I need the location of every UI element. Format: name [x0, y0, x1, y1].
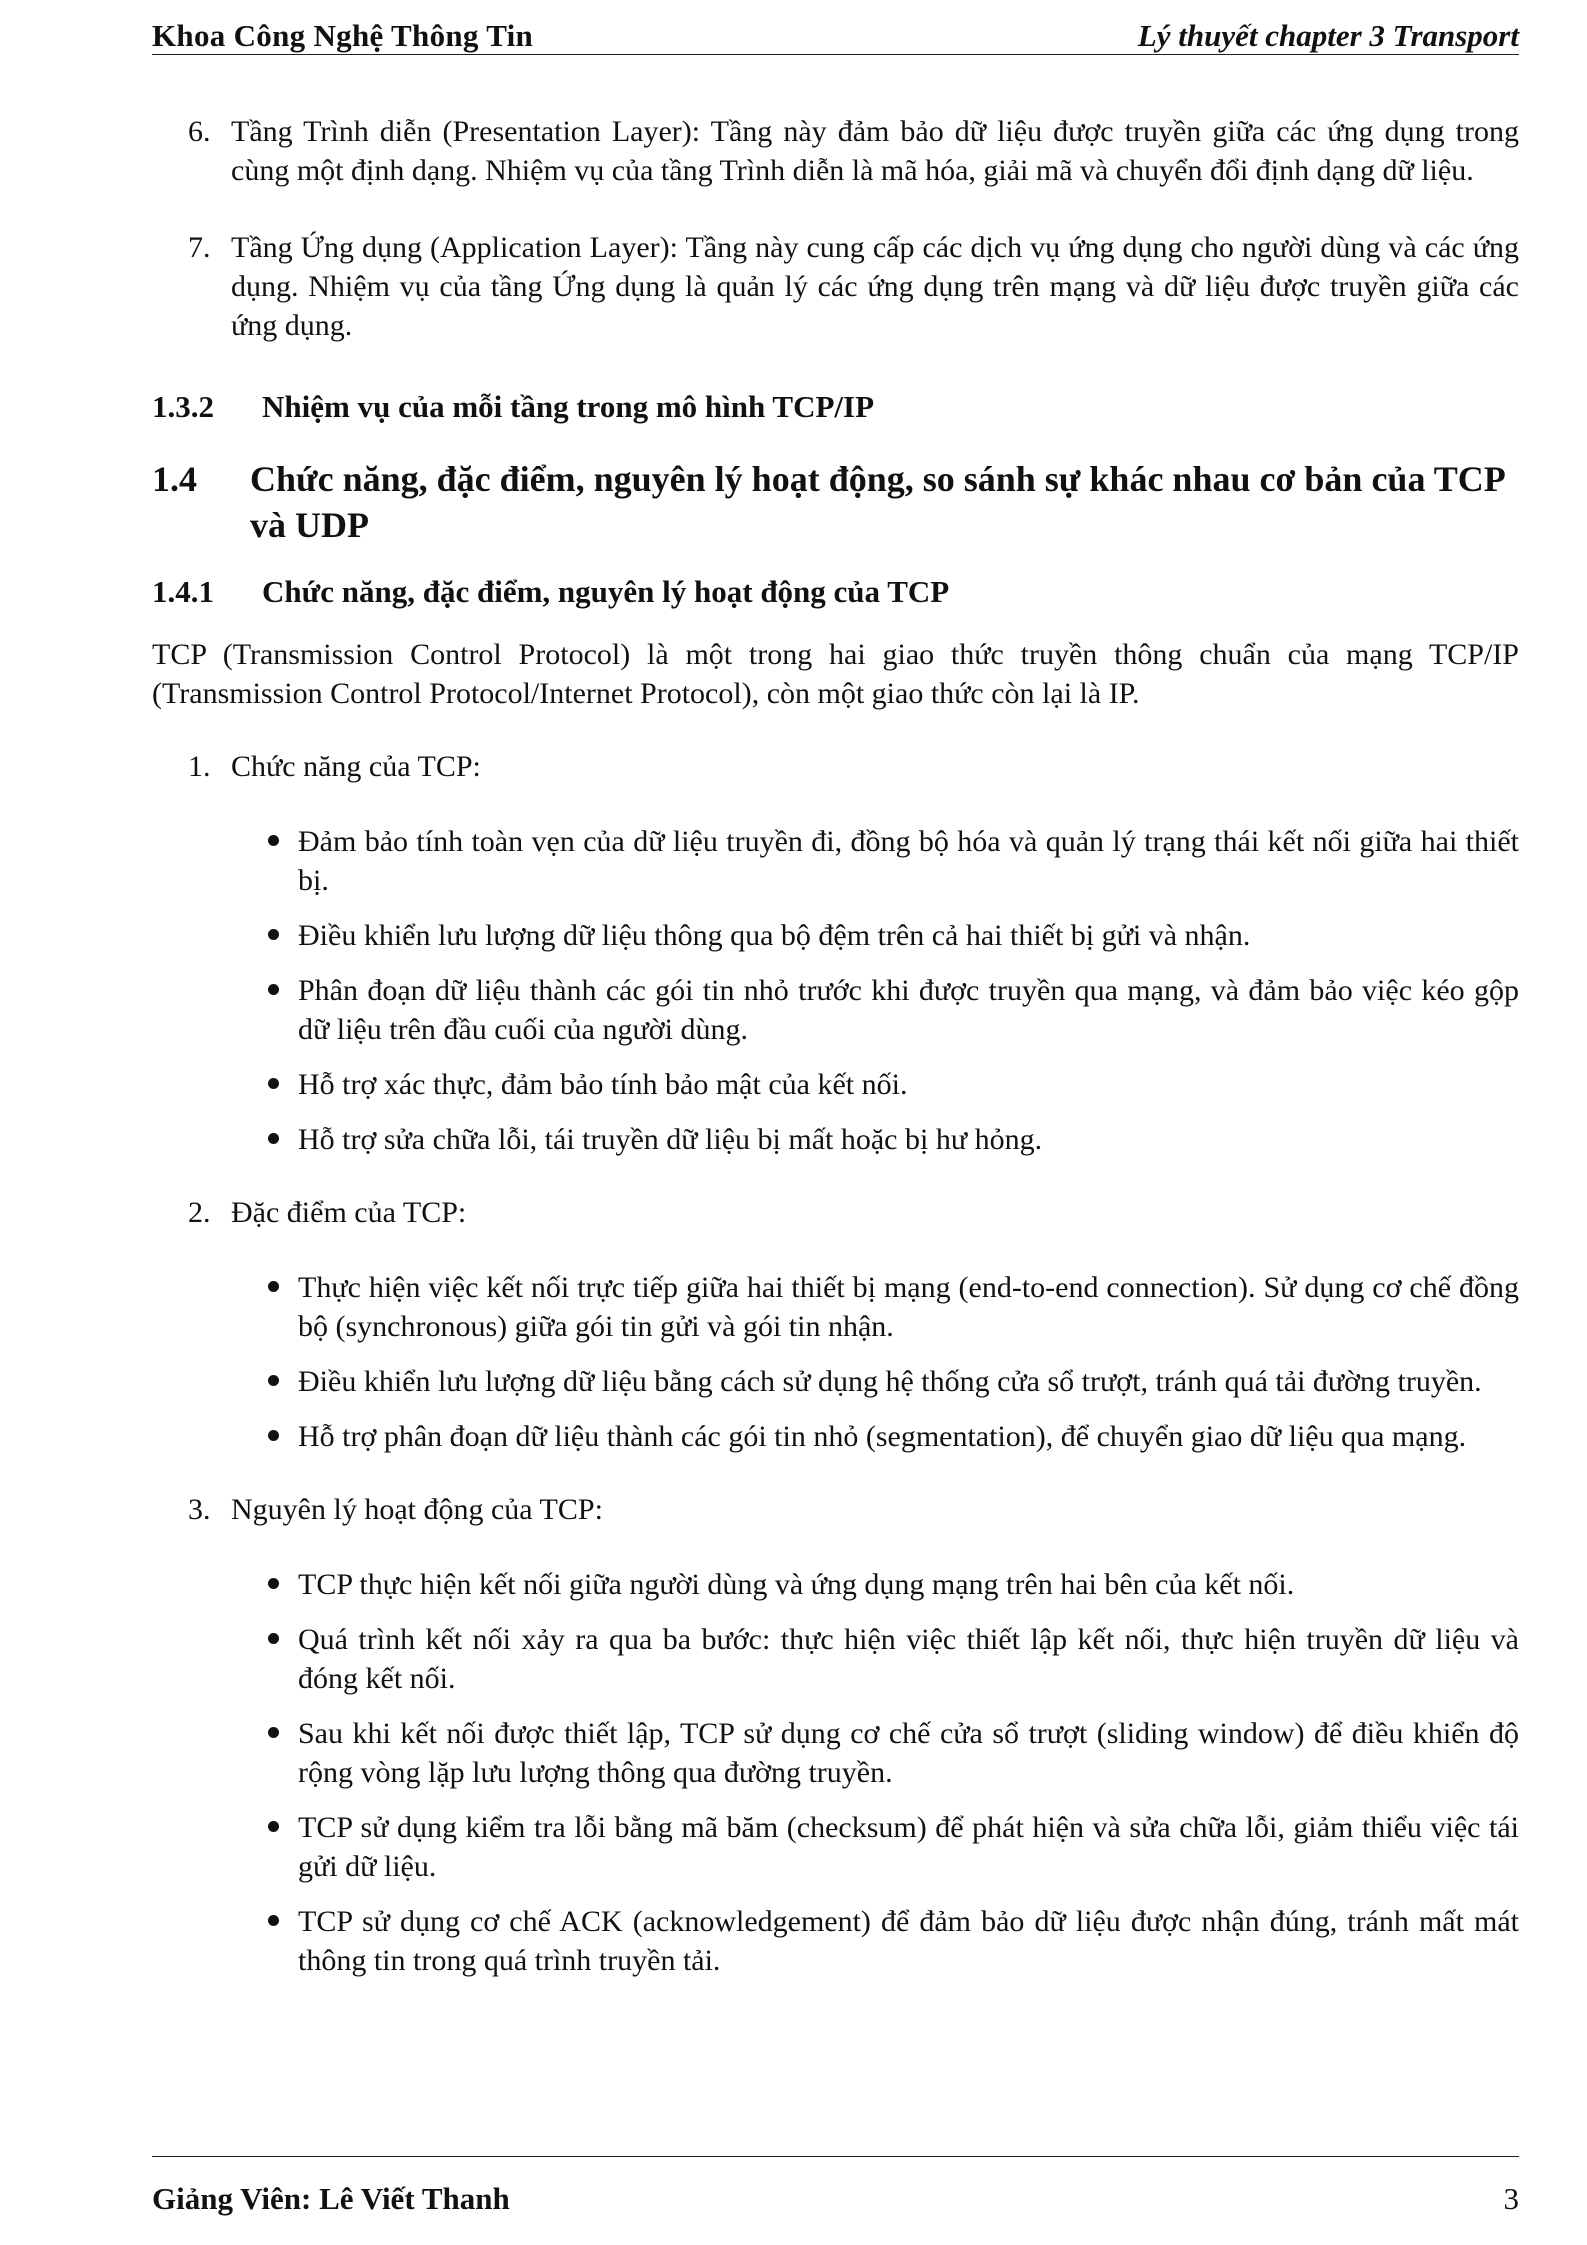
principles-list [152, 1565, 1519, 1980]
list-item-text: TCP thực hiện kết nối giữa người dùng và ứng dụng mạng trên hai bên của kết nối. [298, 1568, 1295, 1601]
list-item [152, 971, 1519, 1049]
list-item-text: Tầng Ứng dụng (Application Layer): Tầng này cung cấp các dịch vụ ứng dụng cho người dùng và các ứng dụng. Nhiệm vụ của tầng Ứng dụng là quản lý các ứng dụng trên mạng và dữ liệu được truyền giữa các ứng dụng. [231, 231, 1519, 342]
page-footer [152, 2156, 1519, 2216]
bullet-icon [268, 1821, 279, 1832]
bullet-icon [268, 1915, 279, 1926]
bullet-icon [268, 929, 279, 940]
layer-item-6 [152, 112, 1519, 190]
bullet-icon [268, 1078, 279, 1089]
list-number: 6. [188, 115, 211, 148]
list-item-text: Sau khi kết nối được thiết lập, TCP sử dụng cơ chế cửa sổ trượt (sliding window) để điều khiển độ rộng vòng lặp lưu lượng thông qua đường truyền. [298, 1717, 1519, 1789]
group-principles-title [152, 1490, 1519, 1529]
list-item-text: Hỗ trợ sửa chữa lỗi, tái truyền dữ liệu bị mất hoặc bị hư hỏng. [298, 1123, 1043, 1156]
list-number: 3. [188, 1493, 211, 1526]
group-functions-title [152, 747, 1519, 786]
bullet-icon [268, 1430, 279, 1441]
list-item [152, 1808, 1519, 1886]
intro-paragraph: TCP (Transmission Control Protocol) là một trong hai giao thức truyền thông chuẩn của mạng TCP/IP (Transmission Control Protocol/Internet Protocol), còn một giao thức còn lại là IP. [152, 638, 1519, 710]
group-title: Đặc điểm của TCP: [231, 1196, 467, 1229]
page-number: 3 [1503, 2181, 1519, 2216]
section-number: 1.4.1 [152, 574, 214, 609]
section-title: Chức năng, đặc điểm, nguyên lý hoạt động của TCP [262, 574, 950, 609]
page-content [152, 112, 1519, 1996]
characteristics-list [152, 1268, 1519, 1456]
group-title: Chức năng của TCP: [231, 750, 481, 783]
list-item-text: Thực hiện việc kết nối trực tiếp giữa hai thiết bị mạng (end-to-end connection). Sử dụng cơ chế đồng bộ (synchronous) giữa gói tin gửi và gói tin nhận. [298, 1271, 1519, 1343]
list-item [152, 916, 1519, 955]
section-title: Nhiệm vụ của mỗi tầng trong mô hình TCP/IP [262, 389, 875, 424]
bullet-icon [268, 1578, 279, 1589]
list-item-text: Quá trình kết nối xảy ra qua ba bước: thực hiện việc thiết lập kết nối, thực hiện truyền dữ liệu và đóng kết nối. [298, 1623, 1519, 1695]
list-number: 7. [188, 231, 211, 264]
list-number: 2. [188, 1196, 211, 1229]
page-header [152, 10, 1519, 55]
list-item-text: TCP sử dụng kiểm tra lỗi bằng mã băm (checksum) để phát hiện và sửa chữa lỗi, giảm thiểu việc tái gửi dữ liệu. [298, 1811, 1519, 1883]
list-item [152, 1620, 1519, 1698]
header-chapter-title: Lý thuyết chapter 3 Transport [1137, 18, 1519, 53]
bullet-icon [268, 984, 279, 995]
list-item-text: Phân đoạn dữ liệu thành các gói tin nhỏ trước khi được truyền qua mạng, và đảm bảo việc kéo gộp dữ liệu trên đầu cuối của người dùng. [298, 974, 1519, 1046]
list-item [152, 1902, 1519, 1980]
list-item [152, 1565, 1519, 1604]
bullet-icon [268, 1633, 279, 1644]
group-characteristics-title [152, 1193, 1519, 1232]
section-heading-1-3-2 [152, 387, 1519, 426]
list-item-text: Hỗ trợ xác thực, đảm bảo tính bảo mật của kết nối. [298, 1068, 908, 1101]
header-faculty: Khoa Công Nghệ Thông Tin [152, 18, 534, 53]
section-heading-1-4-1 [152, 572, 1519, 611]
bullet-icon [268, 835, 279, 846]
list-item-text: Tầng Trình diễn (Presentation Layer): Tầng này đảm bảo dữ liệu được truyền giữa các ứng dụng trong cùng một định dạng. Nhiệm vụ của tầng Trình diễn là mã hóa, giải mã và chuyển đổi định dạng dữ liệu. [231, 115, 1519, 187]
bullet-icon [268, 1281, 279, 1292]
functions-list [152, 822, 1519, 1159]
footer-lecturer: Giảng Viên: Lê Viết Thanh [152, 2181, 510, 2216]
bullet-icon [268, 1727, 279, 1738]
list-item-text: Điều khiển lưu lượng dữ liệu bằng cách sử dụng hệ thống cửa sổ trượt, tránh quá tải đường truyền. [298, 1365, 1482, 1398]
list-number: 1. [188, 750, 211, 783]
list-item-text: TCP sử dụng cơ chế ACK (acknowledgement) để đảm bảo dữ liệu được nhận đúng, tránh mất mát thông tin trong quá trình truyền tải. [298, 1905, 1519, 1977]
layer-item-7 [152, 228, 1519, 345]
bullet-icon [268, 1375, 279, 1386]
list-item [152, 1120, 1519, 1159]
section-number: 1.3.2 [152, 389, 214, 424]
bullet-icon [268, 1133, 279, 1144]
section-number: 1.4 [152, 459, 197, 499]
list-item-text: Điều khiển lưu lượng dữ liệu thông qua bộ đệm trên cả hai thiết bị gửi và nhận. [298, 919, 1251, 952]
list-item [152, 1065, 1519, 1104]
list-item-text: Hỗ trợ phân đoạn dữ liệu thành các gói tin nhỏ (segmentation), để chuyển giao dữ liệu qua mạng. [298, 1420, 1467, 1453]
group-title: Nguyên lý hoạt động của TCP: [231, 1493, 603, 1526]
list-item [152, 1362, 1519, 1401]
section-heading-1-4 [152, 456, 1519, 548]
list-item [152, 1417, 1519, 1456]
list-item [152, 822, 1519, 900]
list-item-text: Đảm bảo tính toàn vẹn của dữ liệu truyền đi, đồng bộ hóa và quản lý trạng thái kết nối giữa hai thiết bị. [298, 825, 1519, 897]
list-item [152, 1268, 1519, 1346]
section-title: Chức năng, đặc điểm, nguyên lý hoạt động, so sánh sự khác nhau cơ bản của TCP và UDP [250, 459, 1504, 545]
list-item [152, 1714, 1519, 1792]
